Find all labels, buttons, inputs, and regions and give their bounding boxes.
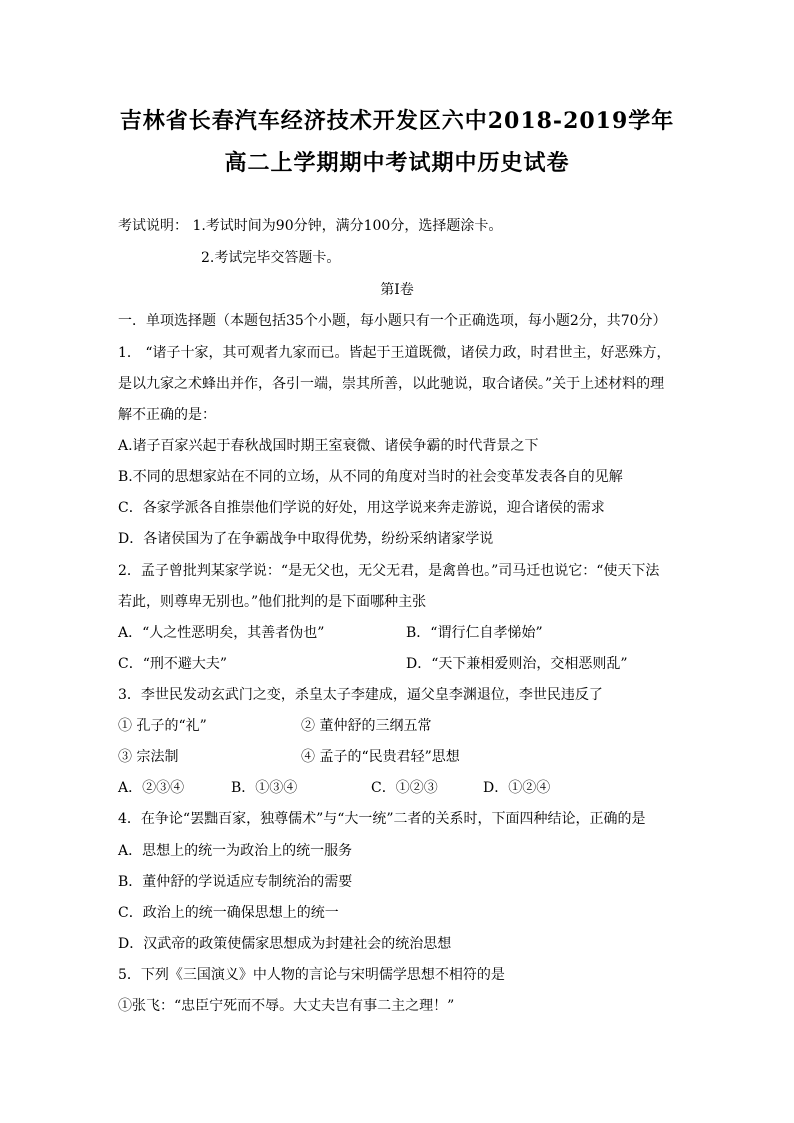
q3-item-4: ④ 孟子的“民贵君轻”思想 (301, 749, 460, 765)
q4-option-a: A．思想上的统一为政治上的统一服务 (118, 843, 353, 859)
exam-title-line2: 高二上学期期中考试期中历史试卷 (224, 150, 570, 176)
q3-stem: 3．李世民发动玄武门之变，杀皇太子李建成，逼父皇李渊退位，李世民违反了 (118, 687, 603, 703)
q2-option-a: A．“人之性恶明矣，其善者伪也” (118, 625, 325, 641)
q1-option-d: D．各诸侯国为了在争霸战争中取得优势，纷纷采纳诸家学说 (118, 531, 494, 547)
q4-option-c: C．政治上的统一确保思想上的统一 (118, 905, 339, 921)
q4-option-d: D．汉武帝的政策使儒家思想成为封建社会的统治思想 (118, 936, 452, 952)
q4-option-b: B．董仲舒的学说适应专制统治的需要 (118, 874, 353, 890)
q2-stem-line2: 若此，则尊卑无别也。”他们批判的是下面哪种主张 (118, 594, 427, 610)
q2-option-d: D．“天下兼相爱则治，交相恶则乱” (406, 656, 628, 672)
q3-item-2: ② 董仲舒的三纲五常 (301, 718, 432, 734)
q3-item-3: ③ 宗法制 (118, 749, 179, 765)
q3-option-a: A．②③④ (118, 780, 185, 796)
q3-option-b: B．①③④ (231, 780, 298, 796)
q3-option-d: D．①②④ (483, 780, 551, 796)
exam-title-line1: 吉林省长春汽车经济技术开发区六中2018-2019学年 (119, 108, 675, 134)
q5-stem: 5．下列《三国演义》中人物的言论与宋明儒学思想不相符的是 (118, 967, 505, 983)
volume-label: 第Ⅰ卷 (380, 282, 414, 298)
q3-item-1: ① 孔子的“礼” (118, 718, 207, 734)
instructions-line2: 2.考试完毕交答题卡。 (201, 250, 341, 266)
q2-option-b: B．“谓行仁自孝悌始” (406, 625, 543, 641)
q1-option-c: C．各家学派各自推崇他们学说的好处，用这学说来奔走游说，迎合诸侯的需求 (118, 500, 605, 516)
q2-option-c: C．“刑不避大夫” (118, 656, 228, 672)
section-heading: 一．单项选择题（本题包括35个小题，每小题只有一个正确选项，每小题2分，共70分） (118, 313, 667, 329)
instructions-line1: 考试说明： 1.考试时间为90分钟，满分100分，选择题涂卡。 (118, 218, 503, 234)
q1-option-a: A.诸子百家兴起于春秋战国时期王室衰微、诸侯争霸的时代背景之下 (118, 438, 539, 454)
q5-item-1: ①张飞：“忠臣宁死而不辱。大丈夫岂有事二主之理！” (118, 998, 455, 1014)
q3-option-c: C．①②③ (371, 780, 438, 796)
q1-stem-line1: 1． “诸子十家，其可观者九家而已。皆起于王道既微，诸侯力政，时君世主，好恶殊方， (118, 345, 671, 361)
q1-stem-line3: 解不正确的是： (118, 407, 216, 423)
q2-stem-line1: 2．孟子曾批判某家学说：“是无父也，无父无君，是禽兽也。”司马迁也说它：“使天下法 (118, 563, 660, 579)
q1-option-b: B.不同的思想家站在不同的立场，从不同的角度对当时的社会变革发表各自的见解 (118, 469, 623, 485)
q4-stem: 4．在争论“罢黜百家，独尊儒术”与“大一统”二者的关系时，下面四种结论，正确的是 (118, 811, 646, 827)
q1-stem-line2: 是以九家之术蜂出并作，各引一端，崇其所善，以此驰说，取合诸侯。”关于上述材料的理 (118, 376, 665, 392)
